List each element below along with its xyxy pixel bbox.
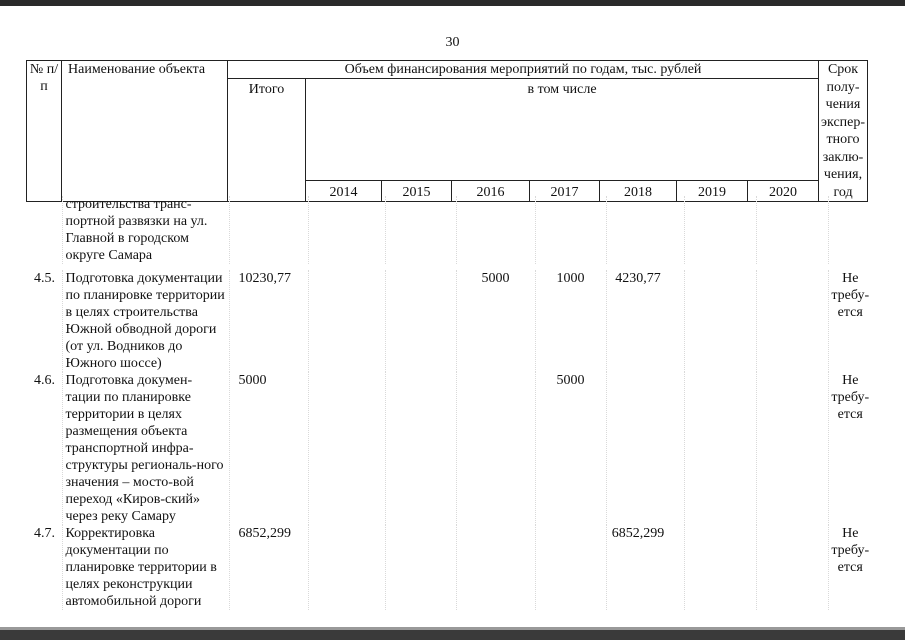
row-2020	[756, 525, 828, 610]
row-deadline	[828, 196, 872, 264]
row-name: Подготовка докумен-тации по планировке территории в целях размещения объекта транспортной инфра-структуры региональ-ного значения – мосто-вой переход «Киров-ский» через реку Самару	[62, 372, 229, 525]
row-2020	[756, 196, 828, 264]
row-2017: 1000	[535, 270, 606, 372]
row-total	[229, 196, 308, 264]
row-2015	[385, 372, 456, 525]
table-row	[26, 372, 872, 525]
header-year-2015: 2015	[382, 181, 452, 202]
row-2018: 6852,299	[606, 525, 684, 610]
row-2019	[684, 372, 756, 525]
row-2019	[684, 270, 756, 372]
row-2017	[535, 525, 606, 610]
row-2015	[385, 196, 456, 264]
row-deadline: Не требу-ется	[828, 270, 872, 372]
row-2018	[606, 372, 684, 525]
row-2014	[308, 270, 385, 372]
scan-top-edge	[0, 0, 905, 6]
row-2018: 4230,77	[606, 270, 684, 372]
row-2016	[456, 372, 535, 525]
header-num: № п/п	[27, 61, 62, 202]
row-2016	[456, 525, 535, 610]
table-body	[26, 196, 872, 610]
row-deadline: Не требу-ется	[828, 372, 872, 525]
header-year-2016: 2016	[452, 181, 530, 202]
row-deadline: Не требу-ется	[828, 525, 872, 610]
header-funding: Объем финансирования мероприятий по годам, тыс. рублей	[228, 61, 819, 79]
header-deadline: Срок полу-чения экспер-тного заклю-чения, год	[819, 61, 868, 202]
row-2018	[606, 196, 684, 264]
header-including: в том числе	[306, 79, 819, 181]
header-year-2018: 2018	[600, 181, 677, 202]
row-2014	[308, 372, 385, 525]
row-2014	[308, 196, 385, 264]
row-total: 6852,299	[229, 525, 308, 610]
header-year-2014: 2014	[306, 181, 382, 202]
row-total: 5000	[229, 372, 308, 525]
row-2015	[385, 525, 456, 610]
row-2017	[535, 196, 606, 264]
row-2016: 5000	[456, 270, 535, 372]
header-name: Наименование объекта	[62, 61, 228, 202]
row-2016	[456, 196, 535, 264]
row-2014	[308, 525, 385, 610]
table-row	[26, 196, 872, 264]
scan-bottom-edge	[0, 630, 905, 640]
header-year-2019: 2019	[677, 181, 748, 202]
row-name: строительства транс-портной развязки на ул. Главной в городском округе Самара	[62, 196, 229, 264]
row-num: 4.5.	[34, 271, 55, 286]
table-row	[26, 270, 872, 372]
row-2019	[684, 525, 756, 610]
header-year-2020: 2020	[748, 181, 819, 202]
row-num: 4.6.	[34, 373, 55, 388]
row-name: Корректировка документации по планировке территории в целях реконструкции автомобильной дороги	[62, 525, 229, 610]
row-num	[26, 196, 62, 264]
table-row	[26, 525, 872, 610]
row-name: Подготовка документации по планировке территории в целях строительства Южной обводной дороги (от ул. Водников до Южного шоссе)	[62, 270, 229, 372]
row-total: 10230,77	[229, 270, 308, 372]
page-number: 30	[445, 35, 460, 50]
row-2019	[684, 196, 756, 264]
row-num: 4.7.	[34, 526, 55, 541]
row-2015	[385, 270, 456, 372]
row-2017: 5000	[535, 372, 606, 525]
table-header	[26, 60, 868, 202]
row-2020	[756, 270, 828, 372]
header-year-2017: 2017	[530, 181, 600, 202]
header-total: Итого	[228, 79, 306, 202]
row-2020	[756, 372, 828, 525]
